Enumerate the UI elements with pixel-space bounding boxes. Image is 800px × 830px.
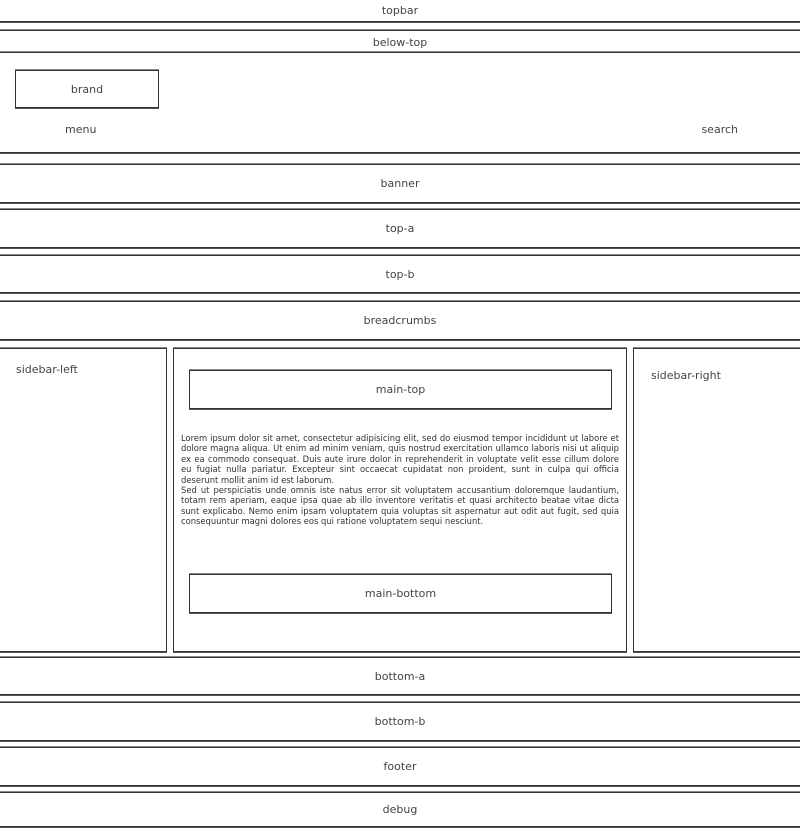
top-a-label: top-a xyxy=(385,222,415,235)
main-bottom-box xyxy=(189,574,612,613)
bottom-a-region xyxy=(0,657,800,695)
main-content-text xyxy=(181,433,619,527)
topbar-region xyxy=(0,0,800,22)
menu-link[interactable]: menu xyxy=(65,123,97,136)
top-b-region xyxy=(0,255,800,293)
header-region xyxy=(0,52,800,153)
footer-label: footer xyxy=(383,760,417,773)
bottom-b-region xyxy=(0,702,800,741)
banner-region xyxy=(0,164,800,203)
main-bottom-label: main-bottom xyxy=(364,587,437,600)
sidebar-right-region xyxy=(633,348,800,652)
main-top-label: main-top xyxy=(375,383,426,396)
below-top-label: below-top xyxy=(372,35,428,49)
debug-label: debug xyxy=(382,803,418,816)
topbar-label: topbar xyxy=(381,3,419,17)
bottom-b-label: bottom-b xyxy=(374,715,426,728)
debug-region xyxy=(0,792,800,827)
brand-box[interactable] xyxy=(15,70,159,108)
banner-label: banner xyxy=(380,177,420,190)
main-top-box xyxy=(189,370,612,409)
top-b-label: top-b xyxy=(385,267,415,281)
main-paragraph-2: Sed ut perspiciatis unde omnis iste natus error sit voluptatem accusantium doloremque laudantium, totam rem aperiam, eaque ipsa quae ab illo inventore veritatis et quasi architecto beatae vitae dicta sunt explicabo. Nemo enim ipsam voluptatem quia voluptas sit aspernatur aut odit aut fugit, sed quia consequuntur magni dolores eos qui ratione voluptatem sequi nesciunt. xyxy=(181,485,619,527)
below-top-region xyxy=(0,30,800,54)
sidebar-left-label: sidebar-left xyxy=(16,363,78,376)
breadcrumbs-region xyxy=(0,301,800,340)
brand-label: brand xyxy=(70,82,104,96)
search-link[interactable]: search xyxy=(701,123,738,136)
footer-region xyxy=(0,747,800,786)
breadcrumbs-label: breadcrumbs xyxy=(363,314,437,327)
main-paragraph-1: Lorem ipsum dolor sit amet, consectetur adipisicing elit, sed do eiusmod tempor incididunt ut labore et dolore magna aliqua. Ut enim ad minim veniam, quis nostrud exercitation ullamco laboris nisi ut aliquip ex ea commodo consequat. Duis aute irure dolor in reprehenderit in voluptate velit esse cillum dolore eu fugiat nulla pariatur. Excepteur sint occaecat cupidatat non proident, sunt in culpa qui officia deserunt mollit anim id est laborum. xyxy=(181,433,619,485)
main-region xyxy=(173,348,627,652)
bottom-a-label: bottom-a xyxy=(374,669,426,683)
top-a-region xyxy=(0,209,800,248)
sidebar-left-region xyxy=(0,348,167,652)
sidebar-right-label: sidebar-right xyxy=(651,369,721,382)
